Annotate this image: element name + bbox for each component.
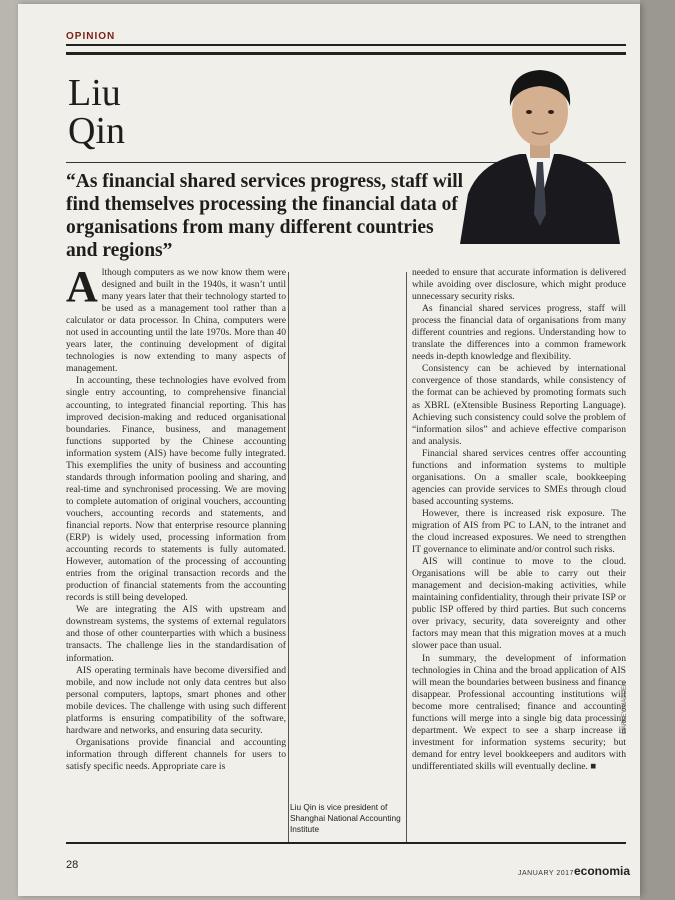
paragraph: Although computers as we now know them were designed and built in the 1940s, it wasn’t until many years later that their technology started to be used as a management tool rather than a calculator or data processor. In China, computers were not used in accounting until the late 1970s. More than 40 years later, the continuing development of digital technologies is now extending to many aspects of management.: [66, 262, 286, 375]
illustrator-credit: MARLEY MADDEN: [622, 681, 628, 734]
section-label: OPINION: [66, 31, 116, 42]
paragraph: Financial shared services centres offer accounting functions and information systems to multiple organisations. On a smaller scale, bookkeeping agencies can provide services to SMEs through cloud based accounting systems.: [412, 447, 626, 507]
article-column-1: [66, 262, 286, 773]
pull-quote: “As financial shared services progress, staff will find themselves processing the financial data of organisations from many different countries and regions”: [66, 171, 464, 261]
column-separator: [406, 272, 407, 842]
paragraph: AIS will continue to move to the cloud. Organisations will be able to carry out their management and decision-making activities, while maintaining confidentiality, through their private ISP or public ISP offered by third parties. But such concerns over privacy, security, data sovereignty and other factors may mean that this migration moves at a much slower pace than usual.: [412, 556, 626, 652]
drop-cap: A: [66, 262, 98, 311]
paragraph: As financial shared services progress, staff will process the financial data of organisations from many different countries and regions. Understanding how to translate the differences into a common framework needs in-depth knowledge and flexibility.: [412, 303, 626, 363]
author-name: [68, 74, 125, 150]
paragraph: AIS operating terminals have become diversified and mobile, and now include not only data centres but also personal computers, laptops, smart phones and other mobile devices. The challenge with using such different platforms is ensuring compatibility of the software, hardware and networks, and ensuring data security.: [66, 664, 286, 736]
author-portrait: [450, 54, 630, 244]
paragraph: We are integrating the AIS with upstream and downstream systems, the systems of external regulators and those of other counterparties with which a business transacts. The challenge lies in the standardisation of information.: [66, 604, 286, 664]
author-bio: Liu Qin is vice president of Shanghai National Accounting Institute: [290, 802, 401, 834]
paragraph: In summary, the development of information technologies in China and the broad application of AIS will mean the boundaries between business and finance disappear. Professional accounting institutions will become more centralised; finance and accounting functions will merge into a single big data processing department. We expect to see a sharp increase in investment for information systems security; but demand for entry level bookkeepers and auditors with undifferentiated skills will eventually decline. ■: [412, 652, 626, 772]
author-first-name: Liu: [68, 72, 121, 114]
magazine-name: economia: [574, 864, 631, 878]
paragraph: Consistency can be achieved by international convergence of those standards, while consistency of the format can be achieved by promoting formats such as XBRL (eXtensible Business Reporting Language). Achieving such consistency could solve the problem of “information silos” and achieve effective comparison and analysis.: [412, 363, 626, 447]
paragraph: Organisations provide financial and accounting information through different channels for users to satisfy specific needs. Appropriate care is: [66, 736, 286, 772]
background-edge: [640, 0, 675, 900]
issue-date: JANUARY 2017: [518, 870, 574, 877]
magazine-page: [18, 4, 640, 896]
column-separator: [288, 272, 289, 842]
author-last-name: Qin: [68, 110, 125, 152]
paragraph: However, there is increased risk exposure. The migration of AIS from PC to LAN, to the intranet and the cloud increased exposures. We need to strengthen IT governance to eliminate and/or control such risks.: [412, 507, 626, 556]
article-column-2: [412, 267, 626, 773]
paragraph: In accounting, these technologies have evolved from single entry accounting, to comprehensive financial accounting, to integrated financial reporting. This has improved decision-making and reduced organisational boundaries. Finance, business, and management functions supported by the Chinese accounting information system (AIS) have become fully integrated. This exemplifies the unity of business and accounting standards through information pooling and sharing, and real-time and synchronised processing. We are moving to complete automation of original vouchers, accounting vouchers, accounting records and statements, and financial reports. Now that enterprise resource planning (ERP) is widely used, processing information from accounting records to statements is fully automated. However, automation of the processing of accounting entries from the original transaction records and the production of financial statements from the accounting records is still being developed.: [66, 375, 286, 604]
footer-rule: [66, 842, 626, 844]
page-number: 28: [66, 859, 79, 871]
paragraph: needed to ensure that accurate information is delivered while avoiding over disclosure, which might produce unnecessary security risks.: [412, 267, 626, 303]
top-rule: [66, 44, 626, 46]
